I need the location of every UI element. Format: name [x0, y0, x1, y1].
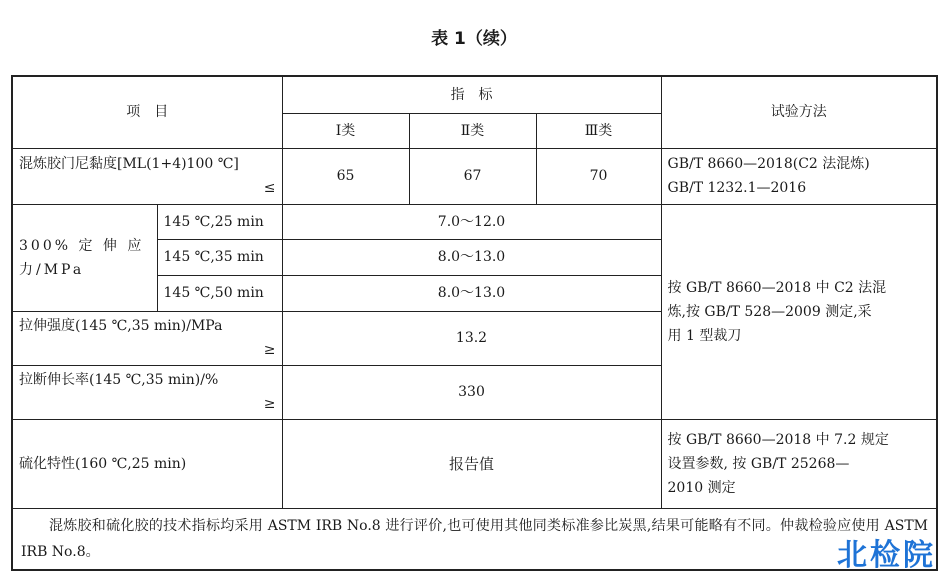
mooney-label-cell — [12, 148, 282, 204]
shared-method-line-3: 用 1 型裁刀 — [667, 327, 742, 344]
header-class-1: Ⅰ类 — [282, 113, 409, 148]
header-indicator: 指 标 — [282, 76, 661, 113]
shared-method-line-1: 按 GB/T 8660—2018 中 C2 法混 — [667, 279, 887, 296]
mooney-value-2: 67 — [409, 148, 536, 204]
shared-method-cell — [661, 204, 937, 419]
row-cure — [12, 419, 937, 508]
header-method: 试验方法 — [661, 76, 937, 148]
row-modulus-1 — [12, 204, 937, 239]
modulus-cond-3: 145 ℃,50 min — [157, 275, 282, 311]
cure-method-cell — [661, 419, 937, 508]
spec-table — [11, 75, 938, 571]
cure-label: 硫化特性(160 ℃,25 min) — [12, 419, 282, 508]
mooney-symbol: ≤ — [263, 180, 276, 196]
mooney-method-line-1: GB/T 8660—2018(C2 法混炼) — [667, 156, 870, 172]
mooney-label: 混炼胶门尼黏度[ML(1+4)100 ℃] — [19, 156, 239, 172]
table-title: 表 1（续） — [431, 29, 517, 49]
tensile-label-cell — [12, 311, 282, 365]
tensile-value: 13.2 — [282, 311, 661, 365]
modulus-label: 300% 定 伸 应 力/MPa — [12, 204, 157, 311]
header-item: 项 目 — [12, 76, 282, 148]
row-mooney — [12, 148, 937, 204]
mooney-value-1: 65 — [282, 148, 409, 204]
cure-method-line-3: 2010 测定 — [667, 479, 736, 496]
header-row-1 — [12, 76, 937, 113]
modulus-cond-2: 145 ℃,35 min — [157, 239, 282, 275]
cure-method-line-1: 按 GB/T 8660—2018 中 7.2 规定 — [667, 431, 889, 448]
row-note — [12, 508, 937, 570]
modulus-cond-1: 145 ℃,25 min — [157, 204, 282, 239]
mooney-method-line-2: GB/T 1232.1—2016 — [667, 180, 807, 196]
tensile-symbol: ≥ — [263, 342, 276, 358]
header-class-2: Ⅱ类 — [409, 113, 536, 148]
elongation-symbol: ≥ — [263, 396, 276, 412]
table-note: 混炼胶和硫化胶的技术指标均采用 ASTM IRB No.8 进行评价,也可使用其他同类标准参比炭黑,结果可能略有不同。仲裁检验应使用 ASTM IRB No.8。 — [12, 508, 937, 570]
modulus-value-2: 8.0～13.0 — [282, 239, 661, 275]
cure-value: 报告值 — [282, 419, 661, 508]
cure-method-line-2: 设置参数, 按 GB/T 25268— — [667, 455, 850, 472]
elongation-value: 330 — [282, 365, 661, 419]
mooney-value-3: 70 — [536, 148, 661, 204]
mooney-method-cell — [661, 148, 937, 204]
shared-method-line-2: 炼,按 GB/T 528—2009 测定,采 — [667, 303, 872, 320]
watermark-logo: 北检院 — [837, 538, 936, 573]
tensile-label: 拉伸强度(145 ℃,35 min)/MPa — [19, 318, 223, 334]
elongation-label-cell — [12, 365, 282, 419]
header-class-3: Ⅲ类 — [536, 113, 661, 148]
modulus-value-1: 7.0～12.0 — [282, 204, 661, 239]
elongation-label: 拉断伸长率(145 ℃,35 min)/% — [19, 372, 219, 388]
modulus-value-3: 8.0～13.0 — [282, 275, 661, 311]
